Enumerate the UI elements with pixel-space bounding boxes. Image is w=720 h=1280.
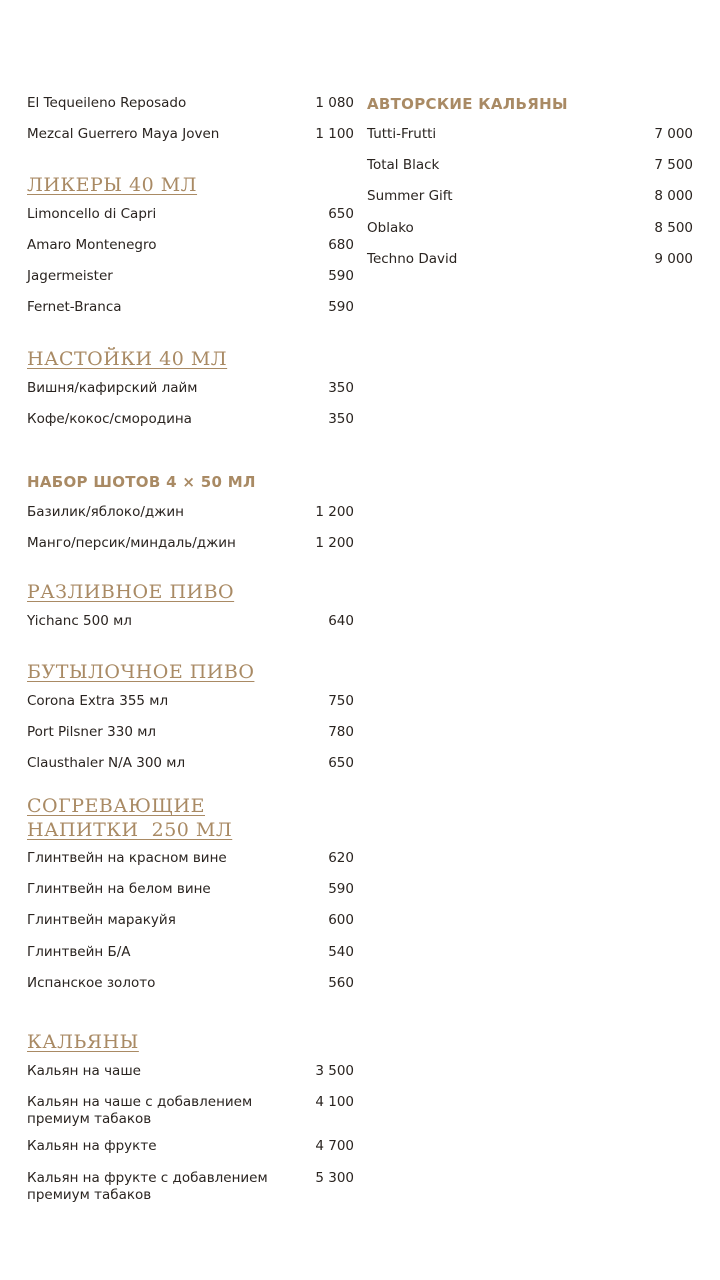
item-name: Mezcal Guerrero Maya Joven — [27, 126, 220, 142]
section-title-shots: НАБОР ШОТОВ 4 × 50 МЛ — [27, 473, 256, 491]
item-name: Кофе/кокос/смородина — [27, 411, 192, 427]
item-price: 1 080 — [315, 95, 354, 111]
menu-item — [27, 944, 354, 961]
item-price: 4 100 — [315, 1094, 354, 1110]
item-price: 8 500 — [654, 220, 693, 236]
item-price: 3 500 — [315, 1063, 354, 1079]
menu-item — [27, 850, 354, 867]
item-price: 650 — [328, 755, 354, 771]
item-name: Кальян на фрукте — [27, 1138, 157, 1154]
item-name: Limoncello di Capri — [27, 206, 157, 222]
section-title-warming-line2: НАПИТКИ 250 МЛ — [27, 819, 233, 841]
menu-item — [27, 206, 354, 223]
item-name: Port Pilsner 330 мл — [27, 724, 157, 740]
item-price: 680 — [328, 237, 354, 253]
item-name: Clausthaler N/A 300 мл — [27, 755, 186, 771]
menu-item — [27, 237, 354, 254]
item-name: Summer Gift — [367, 188, 453, 204]
menu-item — [27, 380, 354, 397]
menu-item — [27, 268, 354, 285]
section-title-signature-hookahs: АВТОРСКИЕ КАЛЬЯНЫ — [367, 95, 568, 113]
item-price: 350 — [328, 380, 354, 396]
section-title-bottled-beer: БУТЫЛОЧНОЕ ПИВО — [27, 661, 255, 683]
item-price: 1 200 — [315, 535, 354, 551]
menu-item — [27, 535, 354, 552]
menu-item — [27, 724, 354, 741]
item-name: Yichanc 500 мл — [27, 613, 132, 629]
menu-item — [27, 1138, 354, 1155]
menu-item — [367, 157, 693, 174]
item-name: Total Black — [367, 157, 440, 173]
menu-item — [27, 755, 354, 772]
menu-item — [27, 912, 354, 929]
menu-item — [367, 188, 693, 205]
item-price: 780 — [328, 724, 354, 740]
item-name: Tutti-Frutti — [367, 126, 437, 142]
item-price: 5 300 — [315, 1170, 354, 1186]
item-name: El Tequeileno Reposado — [27, 95, 187, 111]
menu-item — [27, 881, 354, 898]
item-price: 1 100 — [315, 126, 354, 142]
item-price: 750 — [328, 693, 354, 709]
item-price: 9 000 — [654, 251, 693, 267]
item-name: Fernet-Branca — [27, 299, 122, 315]
item-price: 650 — [328, 206, 354, 222]
item-name: Кальян на чаше — [27, 1063, 141, 1079]
item-name: Манго/персик/миндаль/джин — [27, 535, 236, 551]
item-name: Oblako — [367, 220, 414, 236]
item-name: Глинтвейн на белом вине — [27, 881, 211, 897]
item-name: Кальян на чаше с добавлением премиум табаков — [27, 1094, 253, 1127]
menu-item — [367, 220, 693, 237]
section-title-warming-line1: СОГРЕВАЮЩИЕ — [27, 795, 205, 817]
menu-item — [27, 126, 354, 143]
item-price: 590 — [328, 268, 354, 284]
menu-item — [27, 411, 354, 428]
menu-item — [27, 95, 354, 112]
item-price: 620 — [328, 850, 354, 866]
item-name: Techno David — [367, 251, 458, 267]
item-name: Jagermeister — [27, 268, 113, 284]
section-title-tinctures: НАСТОЙКИ 40 МЛ — [27, 348, 228, 370]
menu-item — [27, 1063, 354, 1080]
item-name: Кальян на фрукте с добавлением премиум табаков — [27, 1170, 268, 1203]
item-price: 1 200 — [315, 504, 354, 520]
item-price: 7 000 — [654, 126, 693, 142]
menu-item — [27, 504, 354, 521]
section-title-hookahs: КАЛЬЯНЫ — [27, 1031, 139, 1053]
item-price: 640 — [328, 613, 354, 629]
item-name: Amaro Montenegro — [27, 237, 157, 253]
menu-item — [27, 1170, 354, 1204]
menu-item — [27, 613, 354, 630]
item-name: Corona Extra 355 мл — [27, 693, 169, 709]
menu-item — [27, 1094, 354, 1128]
item-price: 560 — [328, 975, 354, 991]
menu-item — [27, 299, 354, 316]
item-name: Глинтвейн Б/А — [27, 944, 131, 960]
item-price: 590 — [328, 299, 354, 315]
item-price: 590 — [328, 881, 354, 897]
item-name: Базилик/яблоко/джин — [27, 504, 184, 520]
item-name: Глинтвейн маракуйя — [27, 912, 176, 928]
item-price: 540 — [328, 944, 354, 960]
item-price: 600 — [328, 912, 354, 928]
menu-item — [27, 693, 354, 710]
menu-item — [367, 126, 693, 143]
item-price: 350 — [328, 411, 354, 427]
item-price: 4 700 — [315, 1138, 354, 1154]
menu-item — [27, 975, 354, 992]
item-name: Вишня/кафирский лайм — [27, 380, 198, 396]
item-price: 8 000 — [654, 188, 693, 204]
item-name: Глинтвейн на красном вине — [27, 850, 227, 866]
section-title-liqueurs: ЛИКЕРЫ 40 МЛ — [27, 174, 198, 196]
item-price: 7 500 — [654, 157, 693, 173]
section-title-draft-beer: РАЗЛИВНОЕ ПИВО — [27, 581, 235, 603]
menu-item — [367, 251, 693, 268]
item-name: Испанское золото — [27, 975, 156, 991]
